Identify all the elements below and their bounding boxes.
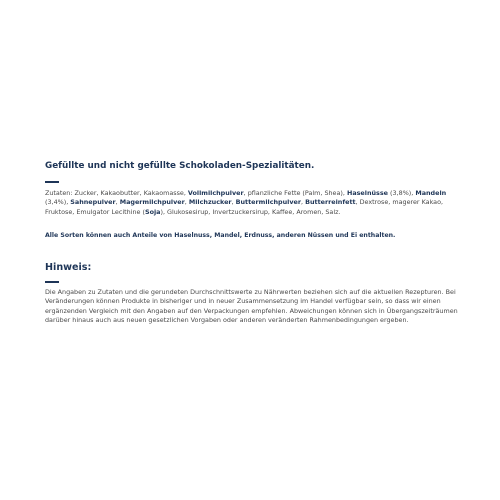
ingredient-text: , bbox=[301, 198, 306, 207]
notice-section bbox=[45, 262, 465, 326]
notice-heading: Hinweis: bbox=[45, 262, 92, 273]
ingredient-text: Zutaten: Zucker, Kakaobutter, Kakaomasse, bbox=[45, 189, 188, 197]
ingredient-allergen: Mandeln bbox=[415, 189, 447, 197]
ingredient-allergen: Haselnüsse bbox=[346, 189, 388, 197]
products-heading: Gefüllte und nicht gefüllte Schokoladen-Spezialitäten. bbox=[45, 161, 315, 171]
ingredient-text: , Dextrose, magerer Kakao, Fruktose, Emulgator Lecithine ( bbox=[45, 198, 444, 216]
ingredient-allergen: Buttermilchpulver bbox=[235, 198, 302, 207]
ingredient-text: , bbox=[115, 198, 120, 207]
ingredient-text: ), Glukosesirup, Invertzuckersirup, Kaffee, Aromen, Salz. bbox=[160, 207, 341, 216]
ingredient-text: , bbox=[231, 198, 236, 207]
products-section bbox=[45, 161, 465, 240]
ingredient-allergen: Vollmilchpulver bbox=[187, 189, 244, 197]
heading-underline bbox=[45, 181, 59, 183]
ingredient-allergen: Sahnepulver bbox=[70, 198, 116, 207]
heading-underline bbox=[45, 281, 59, 283]
ingredient-text: (3,8%), bbox=[388, 189, 416, 197]
ingredient-text: (3,4%), bbox=[45, 198, 71, 207]
allergen-note: Alle Sorten können auch Anteile von Haselnuss, Mandel, Erdnuss, anderen Nüssen und Ei enthalten. bbox=[45, 232, 396, 240]
ingredients-text bbox=[45, 189, 465, 217]
notice-body: Die Angaben zu Zutaten und die gerundeten Durchschnittswerte zu Nährwerten beziehen sich auf die aktuellen Rezepturen. Bei Veränderungen können Produkte in bisheriger und in neuer Zusammensetzung im Handel verfügbar sein, so dass wir einen ergänzenden Vergleich mit den Angaben auf den Verpackungen empfehlen. Abweichungen können sich in Übergangszeiträumen darüber hinaus auch aus neuen gesetzlichen Vorgaben oder anderen veränderten Rahmenbedingungen ergeben. bbox=[45, 288, 458, 325]
ingredient-allergen: Butterreinfett bbox=[305, 198, 356, 207]
ingredient-allergen: Soja bbox=[144, 207, 161, 216]
ingredient-allergen: Magermilchpulver bbox=[119, 198, 185, 207]
ingredient-text: , pflanzliche Fette (Palm, Shea), bbox=[243, 189, 347, 197]
ingredient-allergen: Milchzucker bbox=[188, 198, 232, 207]
ingredient-text: , bbox=[184, 198, 189, 207]
